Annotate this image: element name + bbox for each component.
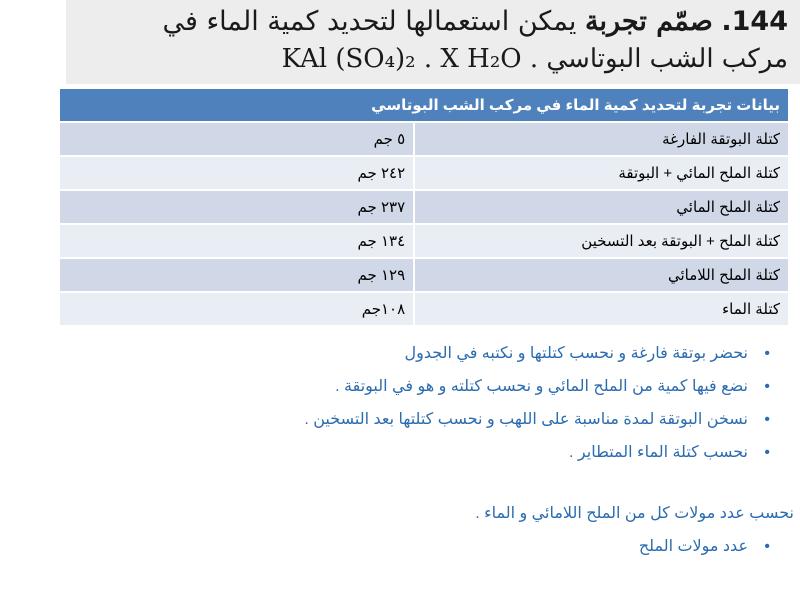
bullet-icon: • (764, 538, 770, 555)
question-line-2 (282, 44, 788, 74)
step-text: نحضر بوتقة فارغة و نحسب كتلتها و نكتبه في الجدول (404, 345, 748, 362)
bullet-icon: • (764, 411, 770, 428)
table-row (60, 190, 788, 224)
list-item (50, 337, 770, 370)
calculation-note: نحسب عدد مولات كل من الملح اللامائي و الماء . (475, 505, 794, 522)
row-label: كتلة الملح المائي + البوتقة (414, 156, 788, 190)
substep-text: عدد مولات الملح (638, 538, 748, 555)
list-item (639, 531, 770, 563)
row-label: كتلة الماء (414, 292, 788, 326)
experiment-data-table (60, 89, 788, 327)
table-row (60, 156, 788, 190)
row-value: ١٢٩ جم (60, 258, 414, 292)
row-label: كتلة الملح اللامائي (414, 258, 788, 292)
list-item (50, 403, 770, 436)
row-value: ١٠٨جم (60, 292, 414, 326)
chemical-formula: KAl (SO₄)₂ . X H₂O . (281, 44, 539, 74)
data-table-container (60, 89, 788, 327)
bullet-icon: • (764, 345, 770, 362)
step-text: نحسب كتلة الماء المتطاير . (569, 444, 748, 461)
question-title-word: صمّم تجربة (585, 6, 713, 37)
table-row (60, 122, 788, 156)
question-line-1 (162, 6, 788, 37)
row-value: ١٣٤ جم (60, 224, 414, 258)
row-value: ٥ جم (60, 122, 414, 156)
row-value: ٢٣٧ جم (60, 190, 414, 224)
question-header (66, 0, 800, 84)
row-label: كتلة الملح + البوتقة بعد التسخين (414, 224, 788, 258)
calculation-steps-list (639, 531, 770, 563)
table-title: بيانات تجربة لتحديد كمية الماء في مركب الشب البوتاسي (60, 89, 788, 122)
question-number: 144. (721, 6, 788, 37)
row-value: ٢٤٢ جم (60, 156, 414, 190)
row-label: كتلة البوتقة الفارغة (414, 122, 788, 156)
procedure-steps-list (50, 337, 770, 469)
row-label: كتلة الملح المائي (414, 190, 788, 224)
bullet-icon: • (764, 444, 770, 461)
step-text: نسخن البوتقة لمدة مناسبة على اللهب و نحسب كتلتها بعد التسخين . (304, 411, 748, 428)
table-row (60, 292, 788, 326)
step-text: نضع فيها كمية من الملح المائي و نحسب كتلته و هو في البوتقة . (335, 378, 748, 395)
question-line-2-text: مركب الشب البوتاسي (546, 44, 788, 74)
table-row (60, 258, 788, 292)
bullet-icon: • (764, 378, 770, 395)
list-item (50, 436, 770, 469)
list-item (50, 370, 770, 403)
table-row (60, 224, 788, 258)
question-line-1-text: يمكن استعمالها لتحديد كمية الماء في (162, 6, 577, 37)
